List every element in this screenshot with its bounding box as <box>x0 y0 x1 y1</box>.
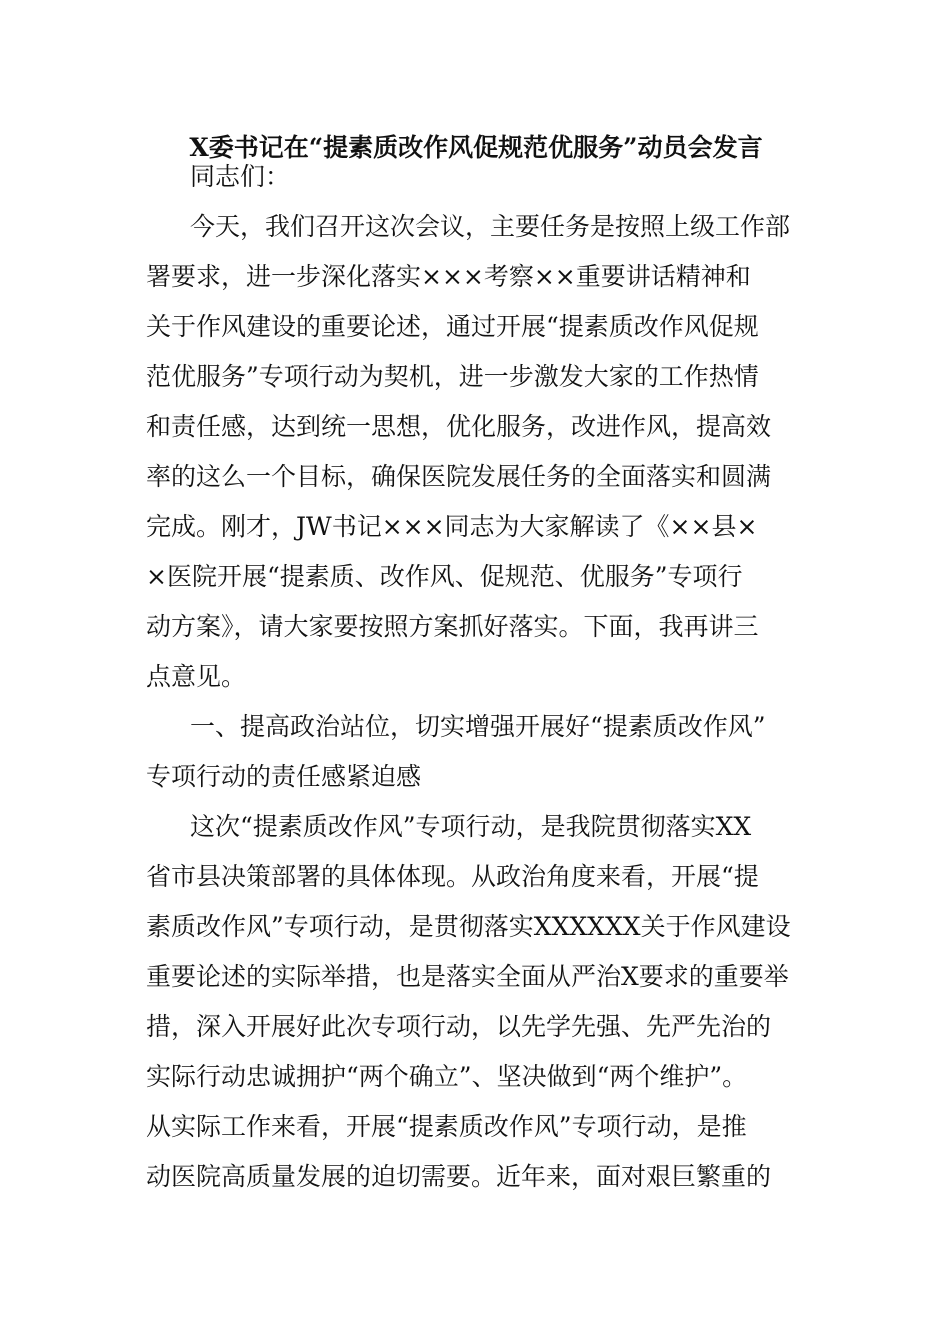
text-line: 实际行动忠诚拥护“两个确立”、坚决做到“两个维护”。 <box>146 1062 748 1091</box>
text-line: 从实际工作来看，开展“提素质改作风”专项行动，是推 <box>146 1112 747 1141</box>
text-line: 措，深入开展好此次专项行动，以先学先强、先严先治的 <box>146 1012 772 1041</box>
document-body <box>146 152 806 1202</box>
text-line: 一、提高政治站位，切实增强开展好“提素质改作风” <box>190 712 766 741</box>
text-line: 重要论述的实际举措，也是落实全面从严治X要求的重要举 <box>146 962 789 991</box>
text-line: 省市县决策部署的具体体现。从政治角度来看，开展“提 <box>146 862 759 891</box>
text-line: 这次“提素质改作风”专项行动，是我院贯彻落实XX <box>190 812 752 841</box>
text-line: 专项行动的责任感紧迫感 <box>146 762 422 791</box>
text-line: 素质改作风”专项行动，是贯彻落实XXXXXX关于作风建设 <box>146 912 791 941</box>
text-line: 动医院高质量发展的迫切需要。近年来，面对艰巨繁重的 <box>146 1162 772 1191</box>
text-line: 率的这么一个目标，确保医院发展任务的全面落实和圆满 <box>146 462 772 491</box>
document-title: X委书记在“提素质改作风促规范优服务”动员会发言 <box>189 133 763 162</box>
text-line: 和责任感，达到统一思想，优化服务，改进作风，提高效 <box>146 412 772 441</box>
text-line: ×医院开展“提素质、改作风、促规范、优服务”专项行 <box>146 562 743 591</box>
text-line: 署要求，进一步深化落实×××考察××重要讲话精神和 <box>146 262 751 291</box>
text-line: 范优服务”专项行动为契机，进一步激发大家的工作热情 <box>146 362 759 391</box>
text-line: 同志们： <box>190 162 291 191</box>
text-line: 完成。刚才，JW书记×××同志为大家解读了《××县× <box>146 512 758 541</box>
text-line: 今天，我们召开这次会议，主要任务是按照上级工作部 <box>190 212 791 241</box>
text-line: 关于作风建设的重要论述，通过开展“提素质改作风促规 <box>146 312 759 341</box>
text-line: 点意见。 <box>146 662 247 691</box>
text-line: 动方案》，请大家要按照方案抓好落实。下面，我再讲三 <box>146 612 759 641</box>
